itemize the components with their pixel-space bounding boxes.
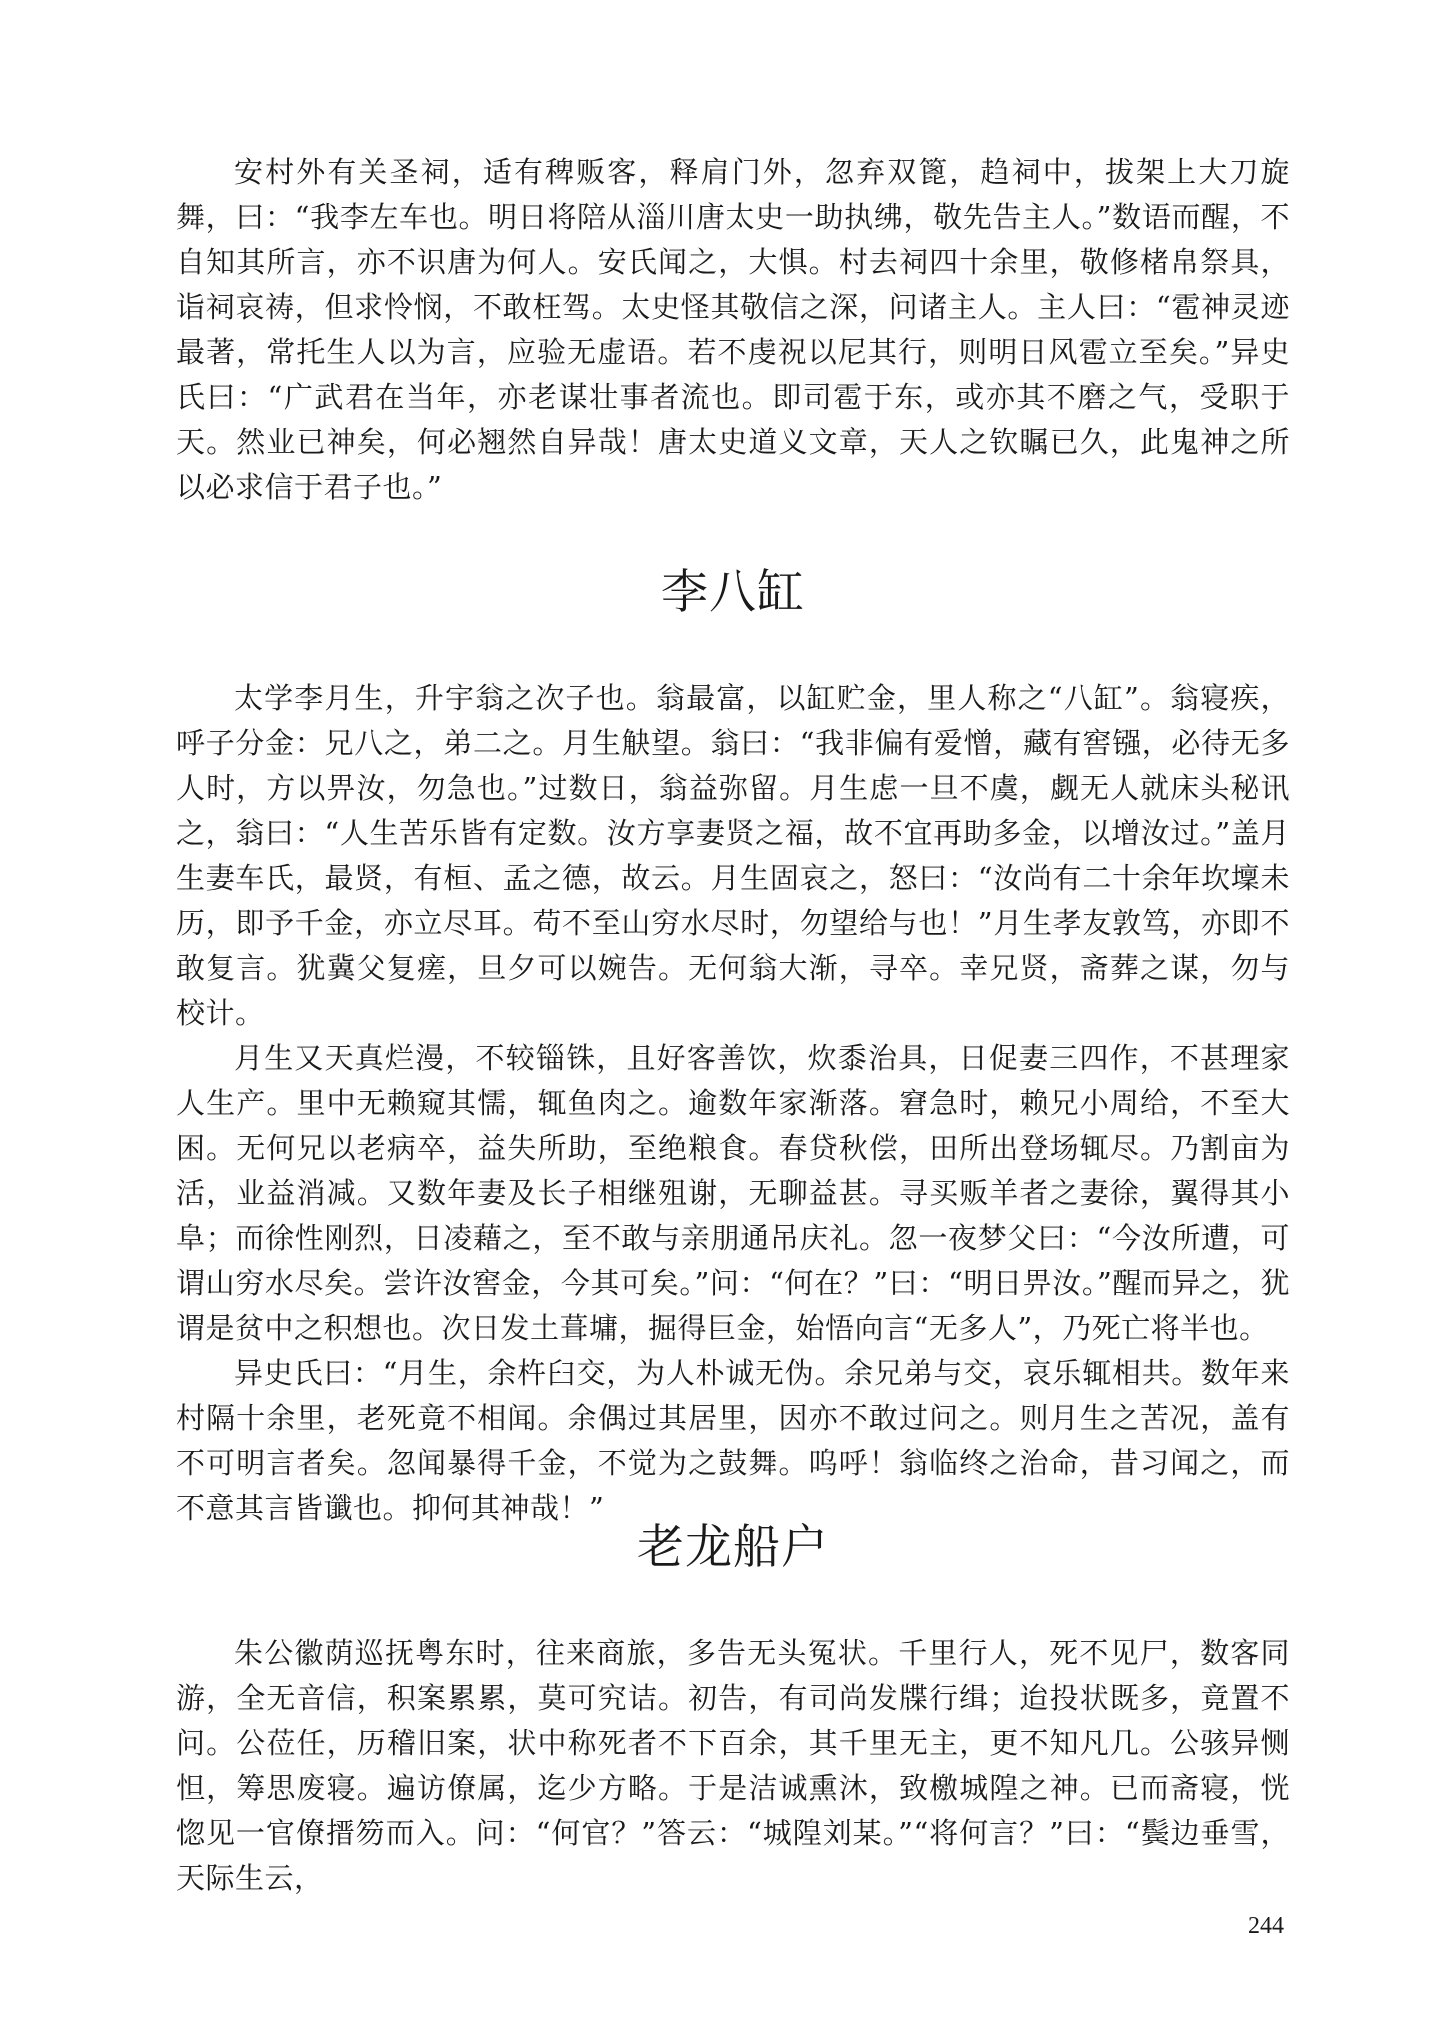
story-title-li-ba-gang: 李八缸 (661, 565, 805, 620)
body-paragraph: 月生又天真烂漫，不较锱铢，且好客善饮，炊黍治具，日促妻三四作，不甚理家人生产。里中无赖窥其懦，辄鱼肉之。逾数年家渐落。窘急时，赖兄小周给，不至大困。无何兄以老病卒，益失所助，至绝粮食。春贷秋偿，田所出登场辄尽。乃割亩为活，业益消减。又数年妻及长子相继殂谢，无聊益甚。寻买贩羊者之妻徐，翼得其小阜；而徐性刚烈，日凌藉之，至不敢与亲朋通吊庆礼。忽一夜梦父曰：“今汝所遭，可谓山穷水尽矣。尝许汝窖金，今其可矣。”问：“何在？”曰：“明日畀汝。”醒而异之，犹谓是贫中之积想也。次日发土葺墉，掘得巨金，始悟向言“无多人”，乃死亡将半也。 (176, 1041, 1290, 1345)
body-paragraph: 异史氏曰：“月生，余杵臼交，为人朴诚无伪。余兄弟与交，哀乐辄相共。数年来村隔十余里，老死竟不相闻。余偶过其居里，因亦不敢过问之。则月生之苦况，盖有不可明言者矣。忽闻暴得千金，不觉为之鼓舞。呜呼！翁临终之治命，昔习闻之，而不意其言皆谶也。抑何其神哉！” (176, 1356, 1290, 1525)
section-li-ba-gang (176, 676, 1290, 1531)
body-paragraph: 太学李月生，升宇翁之次子也。翁最富，以缸贮金，里人称之“八缸”。翁寝疾，呼子分金：兄八之，弟二之。月生觖望。翁曰：“我非偏有爱憎，藏有窖镪，必待无多人时，方以畀汝，勿急也。”过数日，翁益弥留。月生虑一旦不虞，觑无人就床头秘讯之，翁曰：“人生苦乐皆有定数。汝方享妻贤之福，故不宜再助多金，以增汝过。”盖月生妻车氏，最贤，有桓、孟之德，故云。月生固哀之，怒曰：“汝尚有二十余年坎壈未历，即予千金，亦立尽耳。苟不至山穷水尽时，勿望给与也！”月生孝友敦笃，亦即不敢复言。犹冀父复瘥，旦夕可以婉告。无何翁大渐，寻卒。幸兄贤，斋葬之谋，勿与校计。 (176, 681, 1290, 1030)
body-paragraph: 安村外有关圣祠，适有稗贩客，释肩门外，忽弃双篦，趋祠中，拔架上大刀旋舞，曰：“我李左车也。明日将陪从淄川唐太史一助执绋，敬先告主人。”数语而醒，不自知其所言，亦不识唐为何人。安氏闻之，大惧。村去祠四十余里，敬修楮帛祭具，诣祠哀祷，但求怜悯，不敢枉驾。太史怪其敬信之深，问诸主人。主人曰：“雹神灵迹最著，常托生人以为言，应验无虚语。若不虔祝以尼其行，则明日风雹立至矣。”异史氏曰：“广武君在当年，亦老谋壮事者流也。即司雹于东，或亦其不磨之气，受职于天。然业已神矣，何必翘然自异哉！唐太史道义文章，天人之钦瞩已久，此鬼神之所以必求信于君子也。” (176, 155, 1290, 504)
page-number: 244 (1248, 1913, 1284, 1939)
section-continuation (176, 150, 1290, 510)
section-lao-long-chuan-hu (176, 1631, 1290, 1901)
body-paragraph: 朱公徽荫巡抚粤东时，往来商旅，多告无头冤状。千里行人，死不见尸，数客同游，全无音信，积案累累，莫可究诘。初告，有司尚发牒行缉；迨投状既多，竟置不问。公莅任，历稽旧案，状中称死者不下百余，其千里无主，更不知凡几。公骇异恻怛，筹思废寝。遍访僚属，迄少方略。于是洁诚熏沐，致檄城隍之神。已而斋寝，恍惚见一官僚搢笏而入。问：“何官？”答云：“城隍刘某。”“将何言？”曰：“鬓边垂雪，天际生云， (176, 1636, 1290, 1895)
story-title-lao-long-chuan-hu: 老龙船户 (637, 1520, 829, 1575)
